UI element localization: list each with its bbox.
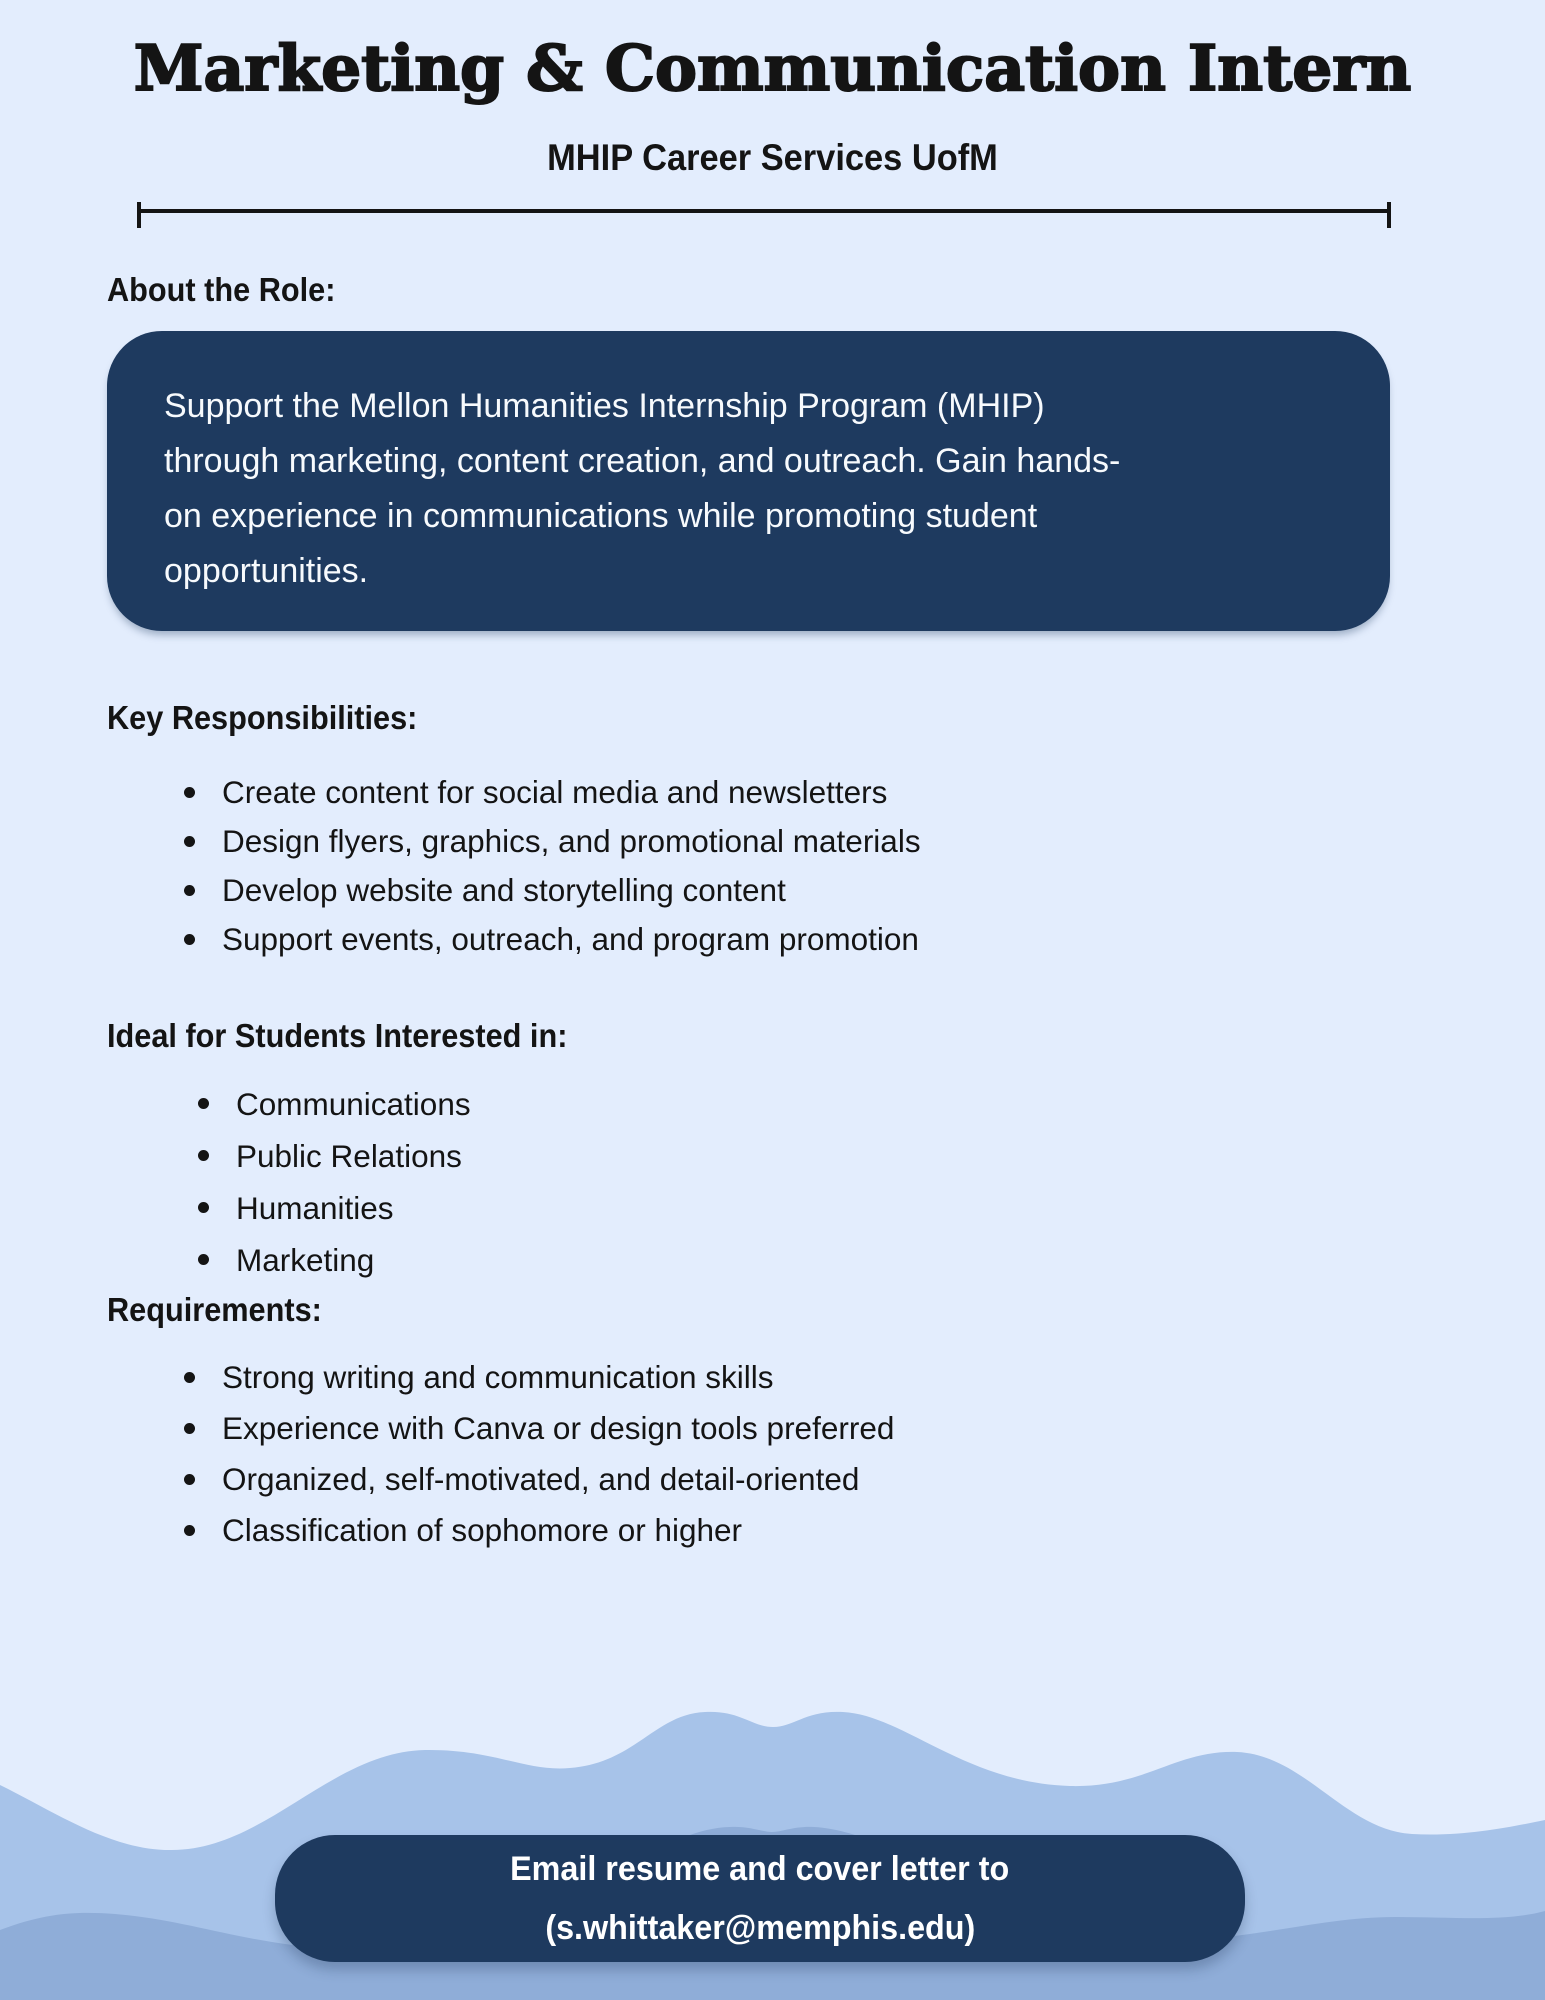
list-item: Public Relations (190, 1130, 471, 1182)
list-item: Develop website and storytelling content (176, 866, 921, 915)
about-body-line: Support the Mellon Humanities Internship Program (MHIP) (164, 387, 1045, 425)
about-heading: About the Role: (107, 271, 336, 308)
about-role-box (107, 331, 1390, 631)
contact-email: (s.whittaker@memphis.edu) (545, 1908, 975, 1947)
contact-line1: Email resume and cover letter to (510, 1849, 1010, 1888)
about-body-line: opportunities. (164, 552, 369, 590)
list-item: Communications (190, 1078, 471, 1130)
list-item: Humanities (190, 1182, 471, 1234)
about-body-line: through marketing, content creation, and outreach. Gain hands- (164, 442, 1121, 480)
ideal-list (190, 1078, 471, 1286)
subtitle: MHIP Career Services UofM (547, 137, 998, 178)
responsibilities-heading: Key Responsibilities: (107, 699, 418, 736)
list-item: Support events, outreach, and program promotion (176, 915, 921, 964)
list-item: Classification of sophomore or higher (176, 1505, 894, 1556)
list-item: Design flyers, graphics, and promotional materials (176, 817, 921, 866)
contact-pill (275, 1835, 1245, 1962)
responsibilities-list (176, 768, 921, 964)
page-title: Marketing & Communication Intern (133, 31, 1412, 105)
list-item: Organized, self-motivated, and detail-oriented (176, 1454, 894, 1505)
list-item: Marketing (190, 1234, 471, 1286)
list-item: Strong writing and communication skills (176, 1352, 894, 1403)
requirements-list (176, 1352, 894, 1556)
ideal-heading: Ideal for Students Interested in: (107, 1017, 568, 1054)
list-item: Create content for social media and newsletters (176, 768, 921, 817)
about-body-line: on experience in communications while promoting student (164, 497, 1038, 535)
requirements-heading: Requirements: (107, 1291, 322, 1328)
list-item: Experience with Canva or design tools preferred (176, 1403, 894, 1454)
divider-line (139, 209, 1389, 213)
